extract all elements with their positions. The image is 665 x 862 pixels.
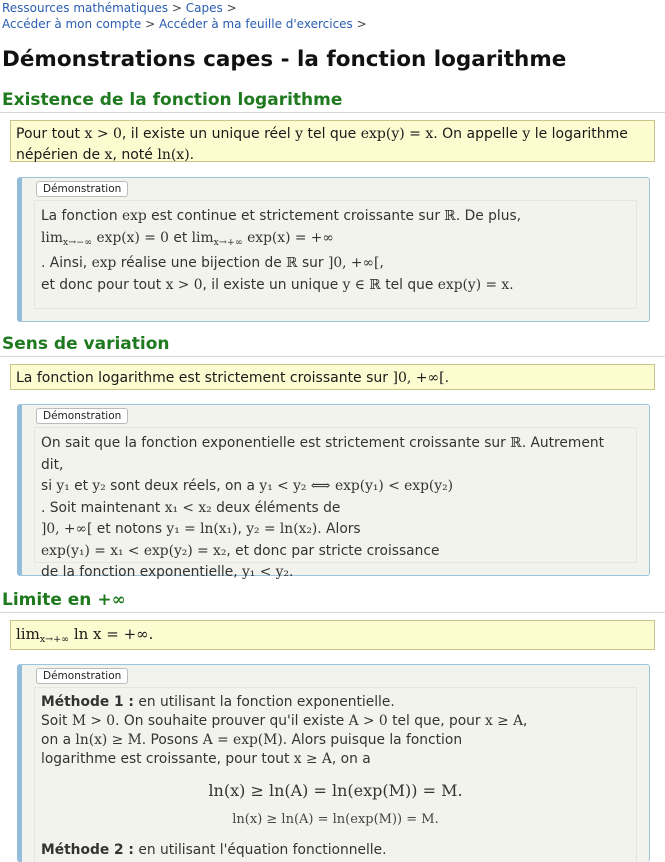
- breadcrumb-link-capes[interactable]: Capes: [185, 1, 223, 15]
- exercise-sheet-link[interactable]: Accéder à ma feuille d'exercices: [159, 17, 353, 31]
- demonstration-box: [17, 664, 650, 862]
- section-variation: [0, 332, 665, 357]
- section-heading: Sens de variation: [0, 332, 665, 357]
- demonstration-body: La fonction exp est continue et strictement croissante sur ℝ. De plus, $\lim_{x\to-\infty} \exp(x) = 0$ et $\lim_{x\to+\infty} \exp(x)$ = +∞ . Ainsi, exp réalise une bijection de ℝ sur ]0, +∞[, et donc pour tout x > 0, il existe un unique y ∈ ℝ tel que exp(y) = x.: [34, 200, 637, 309]
- theorem-box: Pour tout x > 0, il existe un unique réel y tel que exp(y) = x. On appelle y le logarithme népérien de x, noté ln(x).: [10, 120, 655, 162]
- breadcrumb-link-ressources[interactable]: Ressources mathématiques: [2, 1, 169, 15]
- demonstration-toggle-button[interactable]: Démonstration: [36, 408, 128, 424]
- section-existence: [0, 88, 665, 113]
- demonstration-box: [17, 404, 650, 580]
- demonstration-body: On sait que la fonction exponentielle est strictement croissante sur ℝ. Autrement dit, si y₁ et y₂ sont deux réels, on a y₁ < y₂ ⟺ exp(y₁) < exp(y₂) . Soit maintenant x₁ < x₂ deux éléments de ]0, +∞[ et notons y₁ = ln(x₁), y₂ = ln(x₂). Alors exp(y₁) = x₁ < exp(y₂) = x₂, et donc par stricte croissance de la fonction exponentielle, y₁ < y₂.: [34, 427, 637, 563]
- account-link[interactable]: Accéder à mon compte: [2, 17, 142, 31]
- theorem-box: La fonction logarithme est strictement croissante sur ]0, +∞[.: [10, 364, 655, 390]
- demonstration-toggle-button[interactable]: Démonstration: [36, 668, 128, 684]
- theorem-box: $\lim_{x\to+\infty} \ln x$ = +∞.: [10, 620, 655, 650]
- breadcrumb: [0, 0, 665, 32]
- demonstration-body: Méthode 1 : en utilisant la fonction exponentielle. Soit M > 0. On souhaite prouver qu'il existe A > 0 tel que, pour x ≥ A, on a ln(x) ≥ M. Posons A = exp(M). Alors puisque la fonction logarithme est croissante, pour tout x ≥ A, on a ln(x) ≥ ln(A) = ln(exp(M)) = M. ln(x) ≥ ln(A) = ln(exp(M)) = M. Méthode 2 : en utilisant l'équation fonctionnelle.: [34, 687, 637, 862]
- page-title: Démonstrations capes - la fonction logarithme: [2, 47, 567, 72]
- display-equation: ln(x) ≥ ln(A) = ln(exp(M)) = M.: [208, 781, 463, 800]
- display-equation-fallback: ln(x) ≥ ln(A) = ln(exp(M)) = M.: [232, 812, 439, 827]
- demonstration-box: [17, 177, 650, 322]
- section-heading: Limite en +∞: [0, 588, 665, 613]
- section-limit: [0, 588, 665, 613]
- breadcrumb-separator: >: [356, 17, 367, 31]
- breadcrumb-separator: >: [171, 1, 182, 15]
- section-heading: Existence de la fonction logarithme: [0, 88, 665, 113]
- demonstration-toggle-button[interactable]: Démonstration: [36, 181, 128, 197]
- breadcrumb-separator: >: [145, 17, 156, 31]
- breadcrumb-separator: >: [226, 1, 237, 15]
